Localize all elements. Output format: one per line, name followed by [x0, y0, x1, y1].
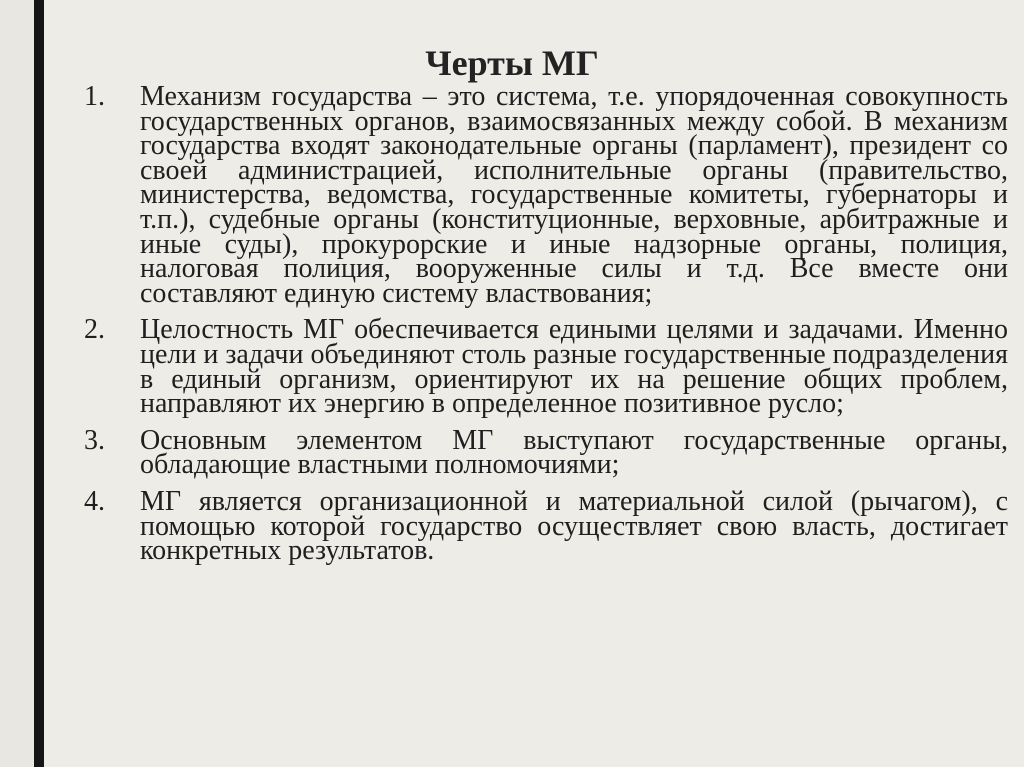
- list-item: [84, 485, 1008, 567]
- slide-title: Черты МГ: [425, 43, 599, 84]
- list-item-text: Механизм государства – это система, т.е. упорядоченная совокупность государственных органов, взаимосвязанных между собой. В механизм государства входят законодательные органы (парламент), президент со своей администрацией, исполнительные органы (правительство, министерства, ведомства, государственные комитеты, губернаторы и т.п.), судебные органы (конституционные, верховные, арбитражные и иные суды), прокурорские и иные надзорные органы, полиция, налоговая полиция, вооруженные силы и т.д. Все вместе они составляют единую систему властвования;: [140, 81, 1008, 309]
- list-item-number: 2.: [84, 314, 105, 346]
- list-item: [84, 81, 1008, 309]
- left-decorative-bar: [0, 0, 34, 767]
- list-item-text: МГ является организационной и материальной силой (рычагом), с помощью которой государство осуществляет свою власть, достигает конкретных результатов.: [140, 485, 1008, 567]
- list-item: [84, 314, 1008, 420]
- list-item-number: 3.: [84, 424, 105, 456]
- list-item-number: 1.: [84, 81, 105, 112]
- list-item-text: Основным элементом МГ выступают государственные органы, обладающие властными полномочиями;: [140, 424, 1008, 481]
- feature-list: [84, 81, 1008, 567]
- list-item: [84, 424, 1008, 481]
- list-item-text: Целостность МГ обеспечивается едиными целями и задачами. Именно цели и задачи объединяют столь разные государственные подразделения в единый организм, ориентируют их на решение общих проблем, направляют их энергию в определенное позитивное русло;: [140, 314, 1008, 420]
- list-item-number: 4.: [84, 485, 105, 517]
